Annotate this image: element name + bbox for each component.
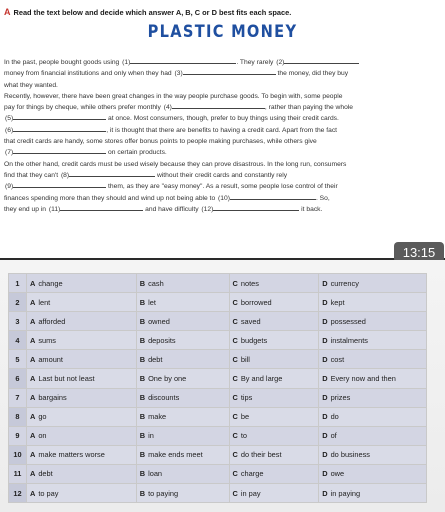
- option-b[interactable]: [136, 464, 229, 483]
- option-c[interactable]: [229, 445, 319, 464]
- options-table: [8, 273, 427, 503]
- option-letter: D: [322, 316, 328, 326]
- video-timestamp: 13:15: [394, 242, 444, 263]
- option-text: owned: [148, 316, 170, 326]
- options-section: [0, 260, 445, 512]
- option-c[interactable]: [229, 388, 319, 407]
- gap-number: (11): [48, 205, 61, 213]
- instruction-text: Read the text below and decide which answer A, B, C or D best fits each space.: [13, 8, 292, 17]
- option-row: [9, 293, 427, 312]
- option-text: loan: [148, 469, 163, 479]
- passage-segment: Recently, however, there have been great changes in the way people purchase goods. To begin with, some people: [4, 92, 343, 100]
- passage-line: [4, 102, 441, 113]
- option-text: debt: [38, 469, 53, 479]
- option-b[interactable]: [136, 369, 229, 388]
- option-c[interactable]: [229, 350, 319, 369]
- question-number: 3: [9, 312, 27, 331]
- question-number: 2: [9, 293, 27, 312]
- option-letter: B: [139, 393, 146, 403]
- option-text: lent: [38, 297, 51, 307]
- option-a[interactable]: [26, 350, 136, 369]
- passage-line: [4, 170, 441, 181]
- option-letter: C: [232, 412, 238, 422]
- option-c[interactable]: [229, 369, 319, 388]
- passage-line: [4, 91, 441, 102]
- option-text: debt: [148, 354, 163, 364]
- option-text: to pay: [38, 488, 59, 498]
- gap-number: (9): [5, 183, 14, 191]
- passage-line: [4, 80, 441, 91]
- option-b[interactable]: [136, 331, 229, 350]
- option-row: [9, 407, 427, 426]
- option-letter: C: [232, 297, 238, 307]
- option-text: of: [330, 431, 337, 441]
- option-text: Every now and then: [330, 374, 396, 384]
- question-number: 9: [9, 426, 27, 445]
- option-d[interactable]: [319, 445, 427, 464]
- option-b[interactable]: [136, 388, 229, 407]
- option-text: do: [330, 412, 339, 422]
- answer-blank[interactable]: [60, 204, 143, 211]
- passage-line: [4, 159, 441, 170]
- option-letter: D: [322, 278, 328, 288]
- option-letter: D: [322, 450, 328, 460]
- passage-segment: them, as they are "easy money". As a result, some people lose control of their: [106, 183, 338, 191]
- option-letter: A: [29, 469, 36, 479]
- option-b[interactable]: [136, 426, 229, 445]
- passage-line: [4, 113, 441, 124]
- option-letter: D: [322, 297, 328, 307]
- option-text: amount: [38, 354, 63, 364]
- passage-segment: the money, did they buy: [275, 70, 349, 78]
- option-letter: A: [29, 431, 36, 441]
- option-text: kept: [330, 297, 345, 307]
- option-letter: A: [29, 412, 36, 422]
- option-a[interactable]: [26, 464, 136, 483]
- option-c[interactable]: [229, 407, 319, 426]
- option-row: [9, 274, 427, 293]
- option-letter: C: [232, 374, 238, 384]
- passage-segment: they end up in: [4, 205, 48, 213]
- option-a[interactable]: [26, 369, 136, 388]
- option-letter: B: [139, 412, 146, 422]
- option-text: bargains: [38, 393, 67, 403]
- option-text: currency: [330, 278, 359, 288]
- option-d[interactable]: [319, 293, 427, 312]
- passage-line: [4, 147, 441, 158]
- passage-line: [4, 57, 441, 68]
- option-row: [9, 350, 427, 369]
- passage-segment: . They rarely: [236, 59, 276, 66]
- option-letter: B: [139, 374, 146, 384]
- option-letter: A: [29, 297, 36, 307]
- option-letter: C: [232, 354, 238, 364]
- option-d[interactable]: [319, 388, 427, 407]
- option-letter: A: [29, 450, 36, 460]
- option-letter: D: [322, 354, 328, 364]
- option-c[interactable]: [229, 484, 319, 503]
- passage-segment: In the past, people bought goods using: [4, 59, 122, 66]
- option-b[interactable]: [136, 445, 229, 464]
- option-d[interactable]: [319, 331, 427, 350]
- option-text: charge: [240, 469, 264, 479]
- option-text: make ends meet: [148, 450, 203, 460]
- option-text: make: [148, 412, 167, 422]
- option-text: owe: [330, 469, 345, 479]
- option-a[interactable]: [26, 312, 136, 331]
- question-number: 12: [9, 484, 27, 503]
- option-letter: C: [232, 335, 238, 345]
- option-letter: B: [139, 316, 146, 326]
- option-row: [9, 331, 427, 350]
- option-c[interactable]: [229, 274, 319, 293]
- option-text: in: [148, 431, 154, 441]
- passage-segment: , rather than paying the whole: [264, 104, 354, 112]
- answer-blank[interactable]: [13, 125, 106, 132]
- question-number: 5: [9, 350, 27, 369]
- gap-number: (6): [5, 126, 14, 134]
- passage-segment: On the other hand, credit cards must be used wisely because they can prove disastrous. In the long run, consumers: [4, 160, 347, 168]
- option-d[interactable]: [319, 274, 427, 293]
- passage-line: [4, 181, 441, 192]
- option-text: possessed: [330, 316, 366, 326]
- option-d[interactable]: [319, 407, 427, 426]
- passage-text: [4, 57, 441, 215]
- option-letter: D: [322, 431, 328, 441]
- passage-line: [4, 125, 441, 136]
- passage-line: [4, 68, 441, 79]
- gap-number: (5): [5, 115, 14, 123]
- passage-segment: without their credit cards and constantly rely: [155, 171, 288, 179]
- option-letter: C: [232, 393, 238, 403]
- option-text: prizes: [330, 393, 351, 403]
- answer-blank[interactable]: [172, 102, 265, 109]
- option-text: change: [38, 278, 63, 288]
- exercise-instruction: [4, 7, 291, 17]
- answer-blank[interactable]: [130, 57, 236, 64]
- option-letter: C: [232, 450, 238, 460]
- option-c[interactable]: [229, 426, 319, 445]
- passage-segment: what they wanted.: [4, 81, 58, 89]
- question-number: 6: [9, 369, 27, 388]
- option-row: [9, 445, 427, 464]
- option-letter: D: [322, 393, 328, 403]
- option-text: sums: [38, 335, 56, 345]
- option-text: afforded: [38, 316, 66, 326]
- option-text: bill: [240, 354, 250, 364]
- option-letter: A: [29, 488, 36, 498]
- page-title: PLASTIC MONEY: [147, 22, 298, 42]
- option-letter: A: [29, 393, 36, 403]
- answer-blank[interactable]: [69, 170, 155, 177]
- option-text: deposits: [148, 335, 176, 345]
- passage-segment: . So,: [315, 194, 330, 202]
- option-letter: D: [322, 374, 328, 384]
- option-b[interactable]: [136, 350, 229, 369]
- option-text: cost: [330, 354, 345, 364]
- answer-blank[interactable]: [284, 57, 359, 64]
- option-text: on: [38, 431, 47, 441]
- option-text: in paying: [330, 488, 361, 498]
- gap-number: (12): [201, 205, 214, 213]
- answer-blank[interactable]: [13, 147, 106, 154]
- question-number: 8: [9, 407, 27, 426]
- option-text: budgets: [240, 335, 268, 345]
- option-letter: C: [232, 469, 238, 479]
- option-d[interactable]: [319, 369, 427, 388]
- option-a[interactable]: [26, 388, 136, 407]
- passage-segment: at once. Most consumers, though, prefer to buy things using their credit cards.: [106, 115, 339, 123]
- option-letter: B: [139, 354, 146, 364]
- option-text: saved: [240, 316, 261, 326]
- option-letter: A: [29, 354, 36, 364]
- option-a[interactable]: [26, 293, 136, 312]
- option-letter: B: [139, 469, 146, 479]
- gap-number: (7): [5, 149, 14, 157]
- option-a[interactable]: [26, 407, 136, 426]
- option-row: [9, 369, 427, 388]
- gap-number: (2): [276, 59, 285, 66]
- option-letter: C: [232, 488, 238, 498]
- option-letter: C: [232, 316, 238, 326]
- option-row: [9, 484, 427, 503]
- question-number: 11: [9, 464, 27, 483]
- passage-segment: finances spending more than they should and wind up not being able to: [4, 194, 218, 202]
- option-c[interactable]: [229, 464, 319, 483]
- option-text: discounts: [148, 393, 180, 403]
- option-text: go: [38, 412, 47, 422]
- passage-segment: it back.: [299, 205, 323, 213]
- option-row: [9, 464, 427, 483]
- option-d[interactable]: [319, 426, 427, 445]
- option-b[interactable]: [136, 274, 229, 293]
- option-a[interactable]: [26, 484, 136, 503]
- option-letter: A: [29, 316, 36, 326]
- option-d[interactable]: [319, 464, 427, 483]
- option-letter: B: [139, 297, 146, 307]
- option-text: be: [240, 412, 250, 422]
- option-d[interactable]: [319, 350, 427, 369]
- option-text: notes: [240, 278, 259, 288]
- option-letter: D: [322, 412, 328, 422]
- option-text: Last but not least: [38, 374, 95, 384]
- passage-line: [4, 193, 441, 204]
- passage-segment: , it is thought that there are benefits to having a credit card. Apart from the fact: [106, 126, 338, 134]
- question-number: 10: [9, 445, 27, 464]
- option-c[interactable]: [229, 293, 319, 312]
- option-letter: B: [139, 431, 146, 441]
- question-number: 4: [9, 331, 27, 350]
- option-letter: B: [139, 335, 146, 345]
- option-letter: B: [139, 488, 146, 498]
- passage-segment: that credit cards are handy, some stores offer bonus points to people making purchases, while others give: [4, 138, 317, 146]
- option-b[interactable]: [136, 407, 229, 426]
- option-text: do their best: [240, 450, 282, 460]
- option-text: borrowed: [240, 297, 272, 307]
- option-a[interactable]: [26, 274, 136, 293]
- option-a[interactable]: [26, 445, 136, 464]
- option-letter: A: [29, 374, 36, 384]
- option-letter: D: [322, 488, 328, 498]
- option-c[interactable]: [229, 312, 319, 331]
- option-row: [9, 388, 427, 407]
- option-b[interactable]: [136, 312, 229, 331]
- answer-blank[interactable]: [183, 68, 276, 75]
- option-text: tips: [240, 393, 253, 403]
- option-a[interactable]: [26, 426, 136, 445]
- option-text: instalments: [330, 335, 368, 345]
- gap-number: (4): [163, 104, 172, 112]
- option-text: let: [148, 297, 156, 307]
- gap-number: (10): [218, 194, 230, 202]
- exercise-letter: A: [4, 7, 11, 17]
- option-letter: D: [322, 469, 328, 479]
- passage-segment: find that they can't: [4, 171, 60, 179]
- option-b[interactable]: [136, 484, 229, 503]
- option-letter: A: [29, 278, 36, 288]
- option-d[interactable]: [319, 312, 427, 331]
- option-text: to paying: [148, 488, 179, 498]
- gap-number: (8): [60, 171, 70, 179]
- option-text: make matters worse: [38, 450, 105, 460]
- option-letter: B: [139, 278, 146, 288]
- passage-segment: on certain products.: [106, 149, 167, 157]
- gap-number: (3): [174, 70, 183, 78]
- answer-blank[interactable]: [13, 113, 106, 120]
- option-a[interactable]: [26, 331, 136, 350]
- question-number: 1: [9, 274, 27, 293]
- option-row: [9, 312, 427, 331]
- option-letter: C: [232, 431, 238, 441]
- passage-line: [4, 136, 441, 147]
- gap-number: (1): [122, 59, 131, 66]
- option-text: cash: [148, 278, 164, 288]
- answer-blank[interactable]: [13, 181, 106, 188]
- option-letter: C: [232, 278, 238, 288]
- option-text: By and large: [240, 374, 283, 384]
- option-letter: B: [139, 450, 146, 460]
- passage-line: [4, 204, 441, 215]
- option-letter: A: [29, 335, 36, 345]
- option-text: do business: [330, 450, 371, 460]
- option-row: [9, 426, 427, 445]
- passage-segment: money from financial institutions and only when they had: [4, 70, 174, 78]
- passage-segment: and have difficulty: [143, 205, 201, 213]
- option-b[interactable]: [136, 293, 229, 312]
- option-text: in pay: [240, 488, 261, 498]
- option-d[interactable]: [319, 484, 427, 503]
- question-number: 7: [9, 388, 27, 407]
- option-text: One by one: [148, 374, 187, 384]
- passage-segment: pay for things by cheque, while others prefer monthly: [4, 104, 163, 112]
- option-letter: D: [322, 335, 328, 345]
- answer-blank[interactable]: [213, 204, 299, 211]
- answer-blank[interactable]: [230, 193, 316, 200]
- option-c[interactable]: [229, 331, 319, 350]
- option-text: to: [240, 431, 248, 441]
